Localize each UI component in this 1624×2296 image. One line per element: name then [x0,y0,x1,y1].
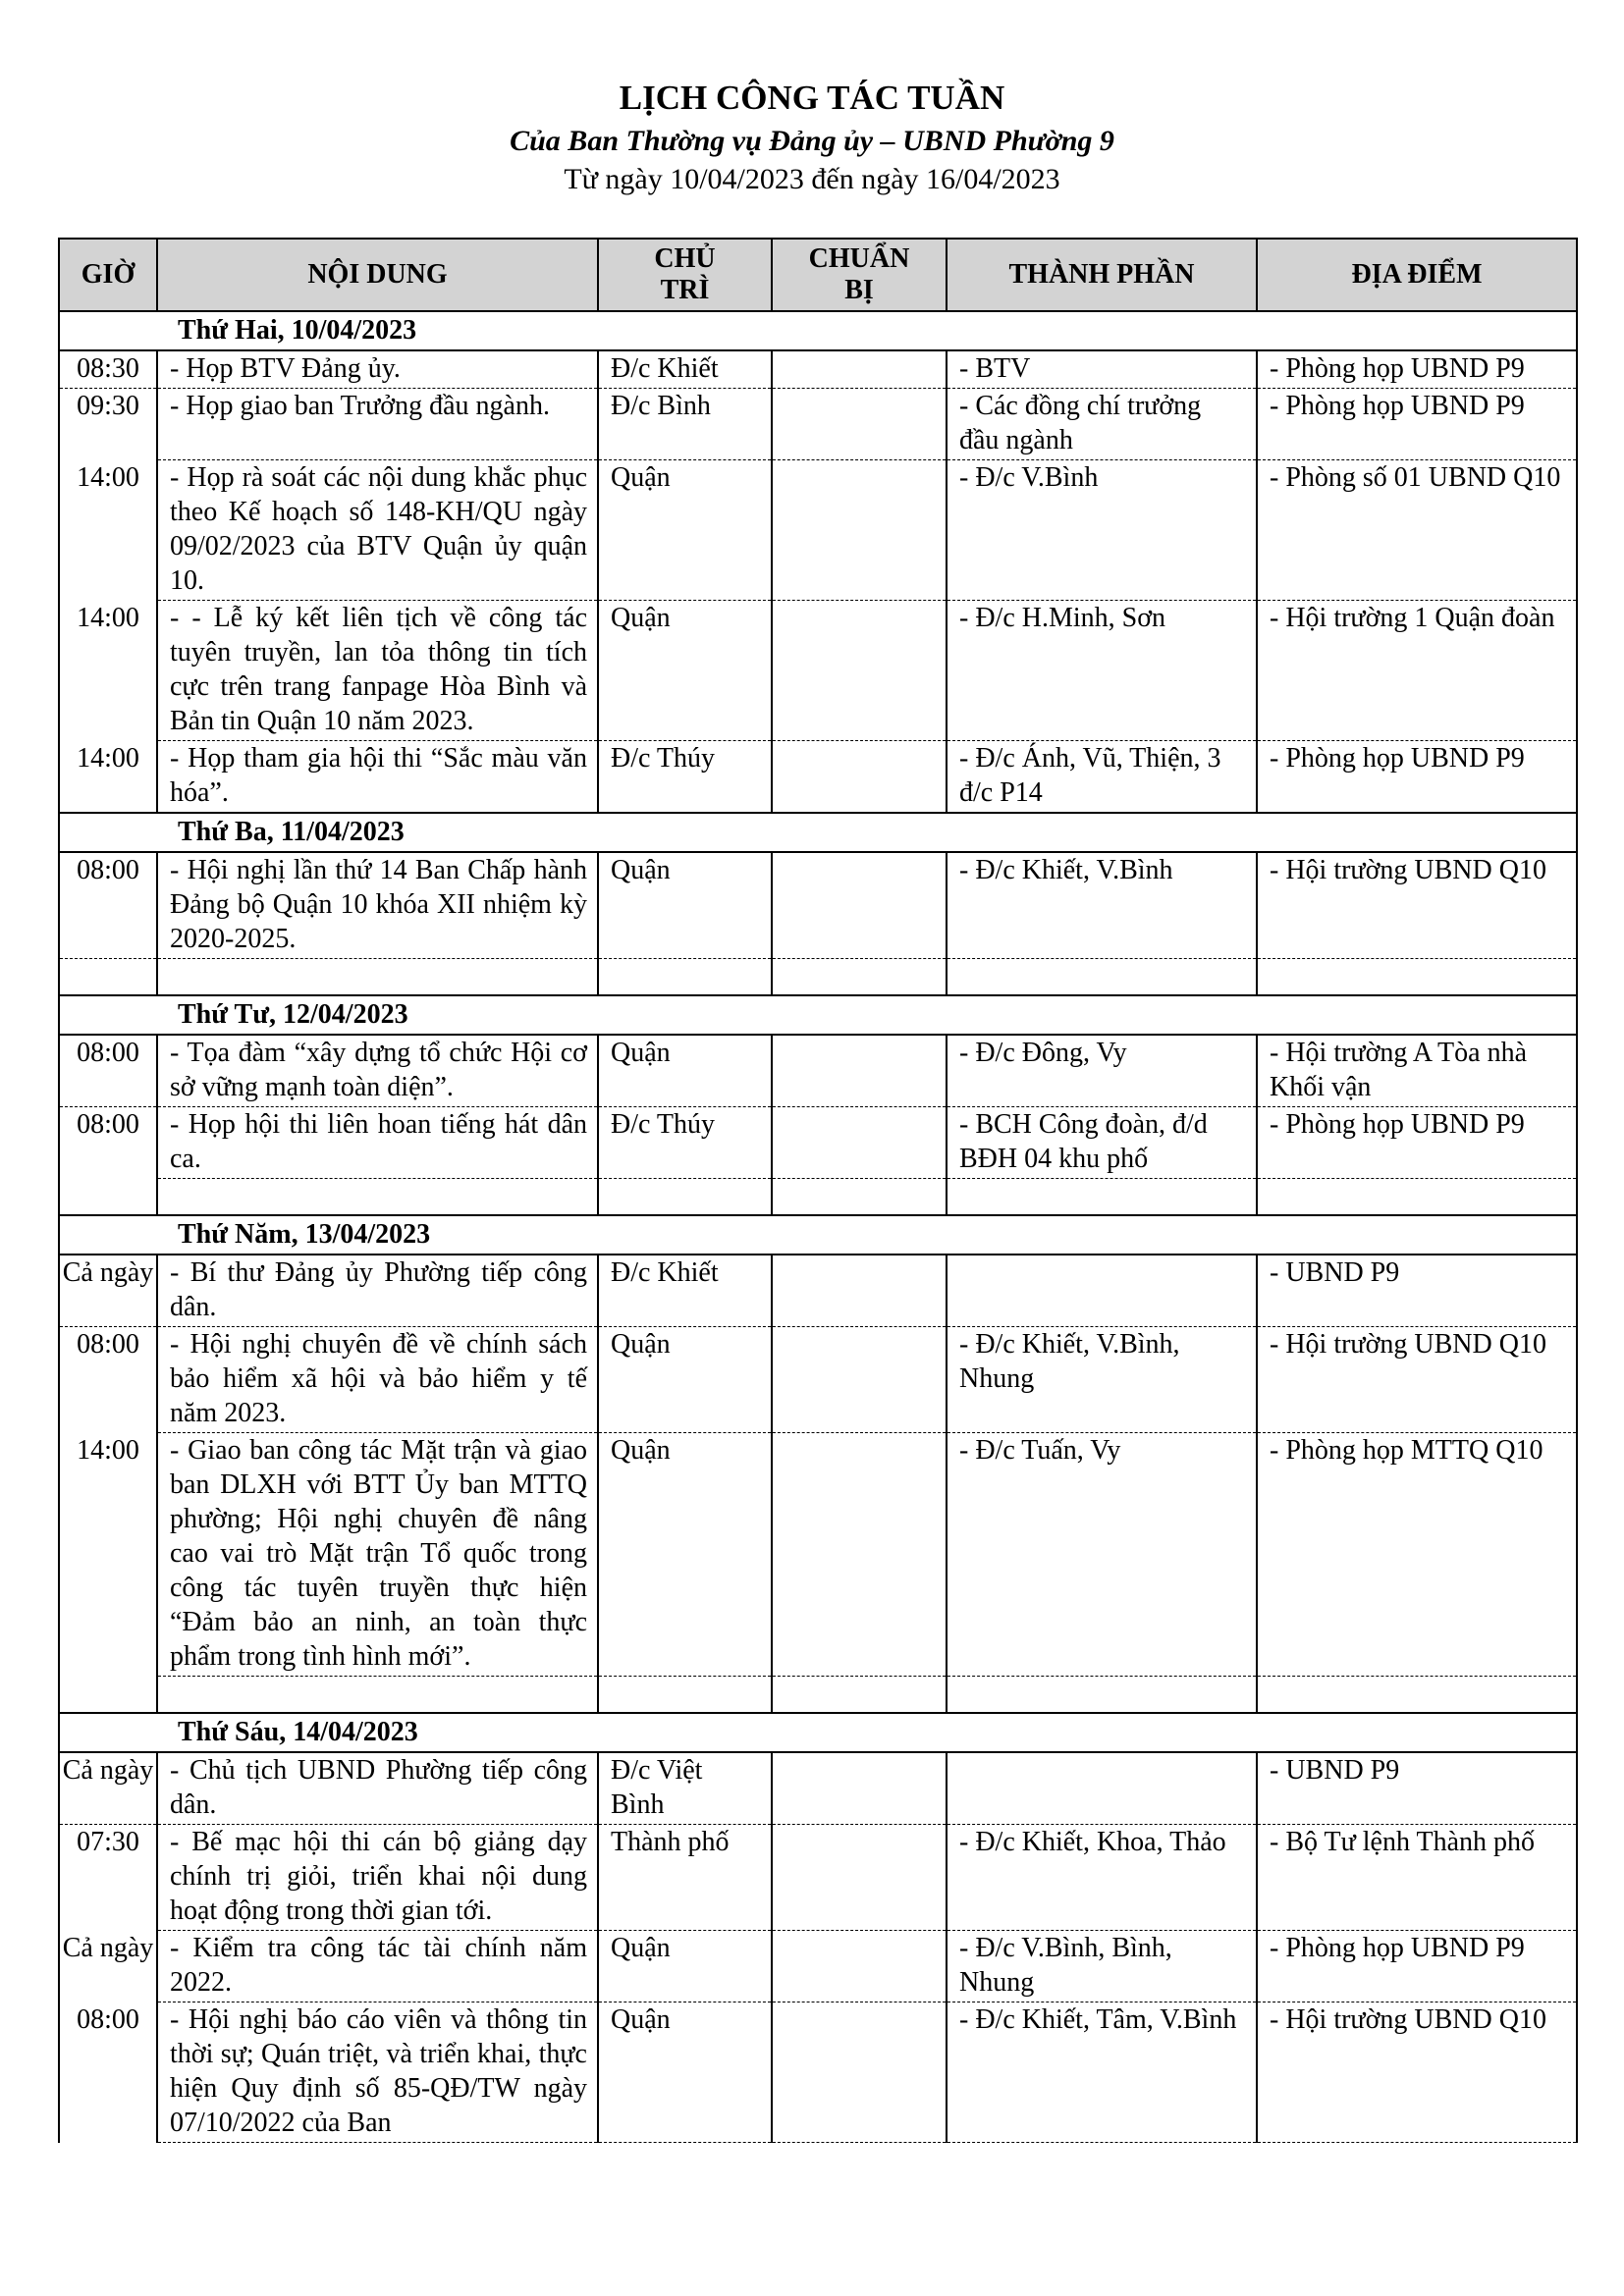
table-row [59,389,1577,460]
column-header-time: GIỜ [59,239,157,311]
column-header-host [598,239,772,311]
prep-cell [772,1677,947,1714]
content-cell: - Chủ tịch UBND Phường tiếp công dân. [157,1752,598,1825]
table-row [59,741,1577,814]
host-cell: Quận [598,1327,772,1433]
prep-cell [772,350,947,389]
host-cell: Quận [598,460,772,601]
prep-cell [772,601,947,741]
participants-cell [947,959,1257,996]
participants-cell [947,1255,1257,1327]
time-cell: 08:00 [59,1107,157,1179]
location-cell: - Phòng số 01 UBND Q10 [1257,460,1577,601]
content-cell: - Tọa đàm “xây dựng tổ chức Hội cơ sở vững mạnh toàn diện”. [157,1035,598,1107]
table-row [59,1931,1577,2002]
time-cell: 14:00 [59,1433,157,1677]
table-row [59,852,1577,959]
table-row [59,1825,1577,1931]
content-cell: - Hội nghị chuyên đề về chính sách bảo hiểm xã hội và bảo hiểm y tế năm 2023. [157,1327,598,1433]
schedule-body [59,311,1577,2143]
participants-cell: - Đ/c Tuấn, Vy [947,1433,1257,1677]
prep-cell [772,1107,947,1179]
content-cell: - Họp BTV Đảng ủy. [157,350,598,389]
participants-cell: - Đ/c Khiết, V.Bình [947,852,1257,959]
day-header-row [59,813,1577,852]
time-cell: Cả ngày [59,1255,157,1327]
content-cell: - Họp rà soát các nội dung khắc phục theo Kế hoạch số 148-KH/QU ngày 09/02/2023 của BTV Quận ủy quận 10. [157,460,598,601]
content-cell: - Kiểm tra công tác tài chính năm 2022. [157,1931,598,2002]
table-row [59,1035,1577,1107]
participants-cell: - Đ/c H.Minh, Sơn [947,601,1257,741]
host-cell: Đ/c Bình [598,389,772,460]
day-header-row [59,995,1577,1035]
location-cell: - UBND P9 [1257,1255,1577,1327]
content-cell: - Bế mạc hội thi cán bộ giảng dạy chính trị giỏi, triển khai nội dung hoạt động trong thời gian tới. [157,1825,598,1931]
content-cell: - Giao ban công tác Mặt trận và giao ban DLXH với BTT Ủy ban MTTQ phường; Hội nghị chuyên đề nâng cao vai trò Mặt trận Tổ quốc trong công tác tuyên truyền thực hiện “Đảm bảo an ninh, an toàn thực phẩm trong tình hình mới”. [157,1433,598,1677]
day-header-row [59,1215,1577,1255]
location-cell: - Hội trường UBND Q10 [1257,2002,1577,2143]
participants-cell [947,1179,1257,1216]
participants-cell: - Đ/c Khiết, Khoa, Thảo [947,1825,1257,1931]
location-cell: - Phòng họp MTTQ Q10 [1257,1433,1577,1677]
participants-cell: - Đ/c V.Bình [947,460,1257,601]
time-cell: 08:00 [59,852,157,959]
column-header-content: NỘI DUNG [157,239,598,311]
schedule-table [58,238,1578,2143]
empty-row [59,959,1577,996]
content-cell: - Hội nghị báo cáo viên và thông tin thời sự; Quán triệt, và triển khai, thực hiện Quy định số 85-QĐ/TW ngày 07/10/2022 của Ban [157,2002,598,2143]
page-subtitle: Của Ban Thường vụ Đảng ủy – UBND Phường 9 [510,125,1114,157]
content-cell [157,1179,598,1216]
location-cell: - Hội trường UBND Q10 [1257,852,1577,959]
host-cell [598,1677,772,1714]
prep-cell [772,1255,947,1327]
day-header-row [59,311,1577,350]
table-header-row [59,239,1577,311]
table-row [59,1255,1577,1327]
prep-cell [772,2002,947,2143]
location-cell: - Phòng họp UBND P9 [1257,741,1577,814]
host-cell: Quận [598,1035,772,1107]
host-cell: Quận [598,1433,772,1677]
time-cell: 14:00 [59,601,157,741]
participants-cell: - Đ/c Ánh, Vũ, Thiện, 3 đ/c P14 [947,741,1257,814]
table-row [59,2002,1577,2143]
empty-row [59,1677,1577,1714]
prep-cell [772,1179,947,1216]
location-cell: - UBND P9 [1257,1752,1577,1825]
time-cell: 08:00 [59,1035,157,1107]
participants-cell: - Đ/c Khiết, V.Bình, Nhung [947,1327,1257,1433]
location-cell: - Phòng họp UBND P9 [1257,1107,1577,1179]
prep-cell [772,1752,947,1825]
content-cell: - Họp giao ban Trưởng đầu ngành. [157,389,598,460]
time-cell: 14:00 [59,741,157,814]
empty-row [59,1179,1577,1216]
time-cell: 08:00 [59,1327,157,1433]
table-row [59,1327,1577,1433]
time-cell [59,959,157,996]
content-cell: - Họp hội thi liên hoan tiếng hát dân ca. [157,1107,598,1179]
prep-cell [772,1931,947,2002]
host-cell: Đ/c Thúy [598,741,772,814]
prep-cell [772,741,947,814]
participants-cell: - BCH Công đoàn, đ/d BĐH 04 khu phố [947,1107,1257,1179]
prep-cell [772,852,947,959]
column-header-location: ĐỊA ĐIỂM [1257,239,1577,311]
host-cell: Quận [598,601,772,741]
time-cell [59,1677,157,1714]
host-cell: Quận [598,2002,772,2143]
table-row [59,1107,1577,1179]
time-cell [59,1179,157,1216]
day-label: Thứ Hai, 10/04/2023 [59,311,1577,350]
column-header-prep-line1: CHUẨN [808,243,910,274]
column-header-prep [772,239,947,311]
time-cell: 14:00 [59,460,157,601]
content-cell [157,959,598,996]
participants-cell: - Đ/c Khiết, Tâm, V.Bình [947,2002,1257,2143]
host-cell: Đ/c Khiết [598,1255,772,1327]
host-cell: Đ/c Việt Bình [598,1752,772,1825]
host-cell [598,1179,772,1216]
host-cell: Đ/c Khiết [598,350,772,389]
prep-cell [772,1035,947,1107]
time-cell: 09:30 [59,389,157,460]
time-cell: Cả ngày [59,1931,157,2002]
prep-cell [772,959,947,996]
content-cell [157,1677,598,1714]
day-label: Thứ Sáu, 14/04/2023 [59,1713,1577,1752]
day-label: Thứ Ba, 11/04/2023 [59,813,1577,852]
prep-cell [772,389,947,460]
prep-cell [772,1433,947,1677]
table-row [59,1752,1577,1825]
location-cell: - Hội trường UBND Q10 [1257,1327,1577,1433]
participants-cell: - Các đồng chí trưởng đầu ngành [947,389,1257,460]
page-title: LỊCH CÔNG TÁC TUẦN [619,79,1005,117]
participants-cell: - Đ/c V.Bình, Bình, Nhung [947,1931,1257,2002]
location-cell [1257,959,1577,996]
participants-cell [947,1752,1257,1825]
location-cell [1257,1677,1577,1714]
table-row [59,1433,1577,1677]
day-label: Thứ Tư, 12/04/2023 [59,995,1577,1035]
location-cell: - Phòng họp UBND P9 [1257,389,1577,460]
column-header-host-line2: TRÌ [660,275,710,305]
participants-cell: - BTV [947,350,1257,389]
time-cell: Cả ngày [59,1752,157,1825]
time-cell: 07:30 [59,1825,157,1931]
host-cell: Quận [598,852,772,959]
column-header-prep-line2: BỊ [844,275,874,305]
prep-cell [772,1825,947,1931]
content-cell: - - Lễ ký kết liên tịch về công tác tuyên truyền, lan tỏa thông tin tích cực trên trang fanpage Hòa Bình và Bản tin Quận 10 năm 2023. [157,601,598,741]
date-range: Từ ngày 10/04/2023 đến ngày 16/04/2023 [564,163,1060,195]
content-cell: - Họp tham gia hội thi “Sắc màu văn hóa”. [157,741,598,814]
prep-cell [772,1327,947,1433]
location-cell: - Hội trường 1 Quận đoàn [1257,601,1577,741]
column-header-participants: THÀNH PHẦN [947,239,1257,311]
location-cell: - Hội trường A Tòa nhà Khối vận [1257,1035,1577,1107]
day-label: Thứ Năm, 13/04/2023 [59,1215,1577,1255]
time-cell: 08:00 [59,2002,157,2143]
content-cell: - Hội nghị lần thứ 14 Ban Chấp hành Đảng bộ Quận 10 khóa XII nhiệm kỳ 2020-2025. [157,852,598,959]
table-row [59,601,1577,741]
host-cell: Thành phố [598,1825,772,1931]
location-cell: - Phòng họp UBND P9 [1257,1931,1577,2002]
host-cell: Quận [598,1931,772,2002]
location-cell: - Bộ Tư lệnh Thành phố [1257,1825,1577,1931]
time-cell: 08:30 [59,350,157,389]
content-cell: - Bí thư Đảng ủy Phường tiếp công dân. [157,1255,598,1327]
participants-cell: - Đ/c Đông, Vy [947,1035,1257,1107]
column-header-host-line1: CHỦ [654,243,716,274]
host-cell [598,959,772,996]
location-cell [1257,1179,1577,1216]
host-cell: Đ/c Thúy [598,1107,772,1179]
participants-cell [947,1677,1257,1714]
location-cell: - Phòng họp UBND P9 [1257,350,1577,389]
table-row [59,460,1577,601]
table-row [59,350,1577,389]
prep-cell [772,460,947,601]
day-header-row [59,1713,1577,1752]
